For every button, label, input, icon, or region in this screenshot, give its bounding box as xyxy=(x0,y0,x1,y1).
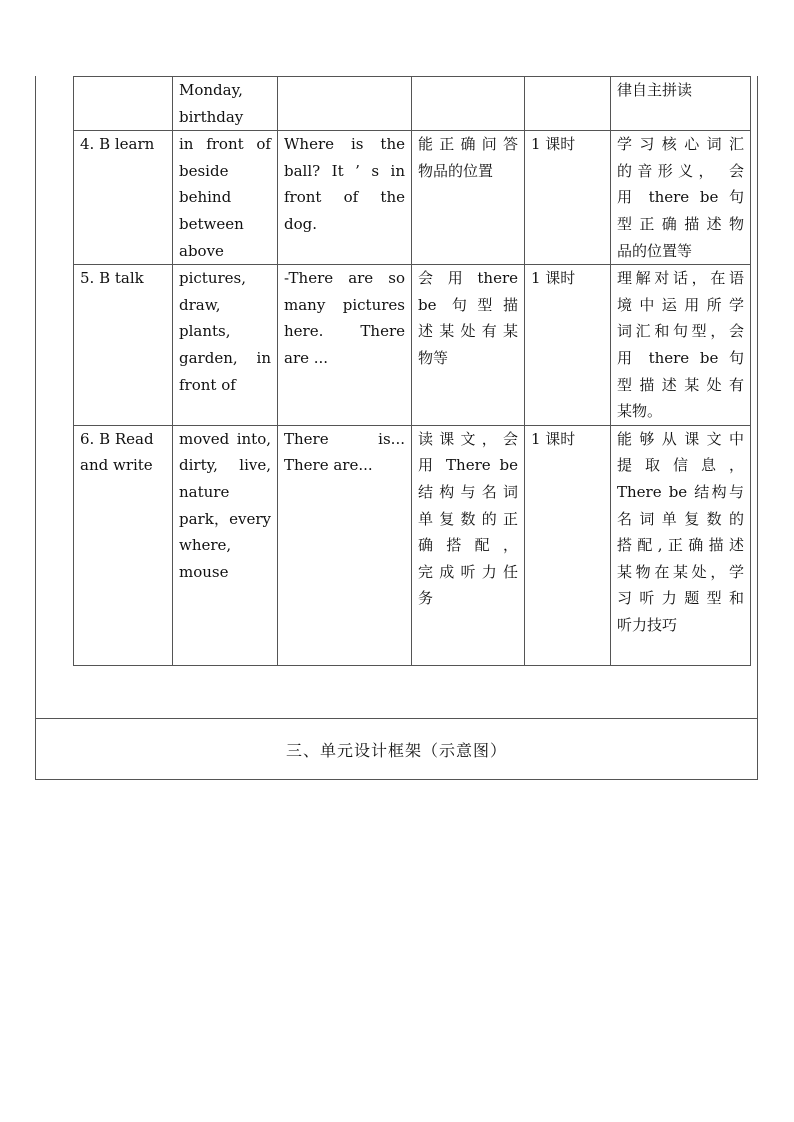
design-cell xyxy=(611,265,751,426)
design-line: 能够从课文中 xyxy=(617,429,744,448)
lesson-cell xyxy=(74,131,173,265)
design-line: 型描述某处有 xyxy=(617,375,744,394)
design-line: 词汇和句型，会 xyxy=(617,322,744,341)
sentences-cell xyxy=(278,131,412,265)
design-line: 境中运用所学 xyxy=(617,295,744,314)
design-line: 型正确描述物 xyxy=(617,214,744,233)
vocabulary-line: draw, xyxy=(179,295,221,314)
goal-line: 单复数的正 xyxy=(418,509,518,528)
table-row xyxy=(74,425,751,665)
vocabulary-cell xyxy=(173,131,278,265)
vocabulary-cell xyxy=(173,265,278,426)
design-cell xyxy=(611,131,751,265)
goal-cell xyxy=(412,77,525,131)
sentences-cell xyxy=(278,265,412,426)
lesson-cell xyxy=(74,77,173,131)
vocabulary-line: beside xyxy=(179,161,229,180)
design-line: 的音形义， 会 xyxy=(617,161,744,180)
goal-line: 会 用 there xyxy=(418,269,518,288)
design-line: 品的位置等 xyxy=(617,241,693,260)
goal-line: 物品的位置 xyxy=(418,161,494,180)
sentences-line: ball? It ’ s in xyxy=(284,161,405,180)
lesson-cell xyxy=(74,265,173,426)
design-line: 搭配,正确描述 xyxy=(617,536,744,555)
goal-line: 读课文，会 xyxy=(418,429,518,448)
lesson-line: and write xyxy=(80,456,153,475)
design-line: 用 there be 句 xyxy=(617,348,744,367)
time-cell xyxy=(525,77,611,131)
design-line: 理解对话，在语 xyxy=(617,269,744,288)
vocabulary-line: in front of xyxy=(179,135,271,154)
vocabulary-line: birthday xyxy=(179,107,244,126)
design-line: 名词单复数的 xyxy=(617,509,744,528)
table-row xyxy=(74,265,751,426)
time-text: 1 课时 xyxy=(531,135,576,154)
sentences-line: There are... xyxy=(284,456,373,475)
lesson-cell xyxy=(74,425,173,665)
design-line: 听力技巧 xyxy=(617,615,678,634)
goal-line: 物等 xyxy=(418,348,449,367)
sentences-cell xyxy=(278,425,412,665)
table-row xyxy=(74,131,751,265)
vocabulary-line: above xyxy=(179,241,224,260)
vocabulary-line: nature xyxy=(179,482,230,501)
lesson-table-body xyxy=(74,77,751,666)
lesson-table xyxy=(73,76,751,666)
goal-cell xyxy=(412,265,525,426)
vocabulary-line: plants, xyxy=(179,322,231,341)
sentences-line: There is... xyxy=(284,429,405,448)
vocabulary-line: dirty, live, xyxy=(179,456,271,475)
goal-line: 结构与名词 xyxy=(418,482,518,501)
sentences-line: front of the xyxy=(284,188,405,207)
lesson-line: 4. B learn xyxy=(80,135,155,154)
goal-line: 能正确问答 xyxy=(418,135,518,154)
vocabulary-line: where, xyxy=(179,536,232,555)
time-cell xyxy=(525,425,611,665)
goal-line: 述某处有某 xyxy=(418,322,518,341)
goal-line: 确 搭 配 ， xyxy=(418,536,518,555)
vocabulary-line: garden, in xyxy=(179,348,271,367)
design-line: 律自主拼读 xyxy=(617,81,693,99)
design-cell xyxy=(611,425,751,665)
vocabulary-line: park，every xyxy=(179,509,271,528)
design-line: 提 取 信 息 ， xyxy=(617,456,744,475)
sentences-line: dog. xyxy=(284,214,318,233)
vocabulary-line: moved into, xyxy=(179,429,271,448)
vocabulary-line: behind xyxy=(179,188,232,207)
goal-line: 完成听力任 xyxy=(418,562,518,581)
goal-line: 务 xyxy=(418,589,434,608)
goal-line: 用 There be xyxy=(418,456,518,475)
sentences-line: many pictures xyxy=(284,295,405,314)
vocabulary-cell xyxy=(173,77,278,131)
vocabulary-line: Monday, xyxy=(179,81,243,99)
table-row xyxy=(74,77,751,131)
lesson-line: 6. B Read xyxy=(80,429,154,448)
design-line: There be 结构与 xyxy=(617,482,744,501)
design-line: 用 there be 句 xyxy=(617,188,744,207)
design-line: 某物在某处，学 xyxy=(617,562,744,581)
design-line: 习听力题型和 xyxy=(617,589,744,608)
sentences-line: Where is the xyxy=(284,135,405,154)
lesson-line: 5. B talk xyxy=(80,269,144,288)
time-cell xyxy=(525,265,611,426)
vocabulary-line: between xyxy=(179,214,244,233)
vocabulary-line: pictures, xyxy=(179,269,247,288)
sentences-cell xyxy=(278,77,412,131)
goal-cell xyxy=(412,425,525,665)
design-line: 某物。 xyxy=(617,402,663,421)
sentences-line: are ... xyxy=(284,348,329,367)
time-text: 1 课时 xyxy=(531,269,576,288)
sentences-line: -There are so xyxy=(284,269,405,288)
section-heading: 三、单元设计框架（示意图） xyxy=(285,740,507,760)
time-text: 1 课时 xyxy=(531,429,576,448)
design-line: 学习核心词汇 xyxy=(617,135,744,154)
vocabulary-line: mouse xyxy=(179,562,229,581)
goal-line: be 句型描 xyxy=(418,295,518,314)
vocabulary-line: front of xyxy=(179,375,236,394)
vocabulary-cell xyxy=(173,425,278,665)
sentences-line: here. There xyxy=(284,322,405,341)
time-cell xyxy=(525,131,611,265)
goal-cell xyxy=(412,131,525,265)
design-cell xyxy=(611,77,751,131)
